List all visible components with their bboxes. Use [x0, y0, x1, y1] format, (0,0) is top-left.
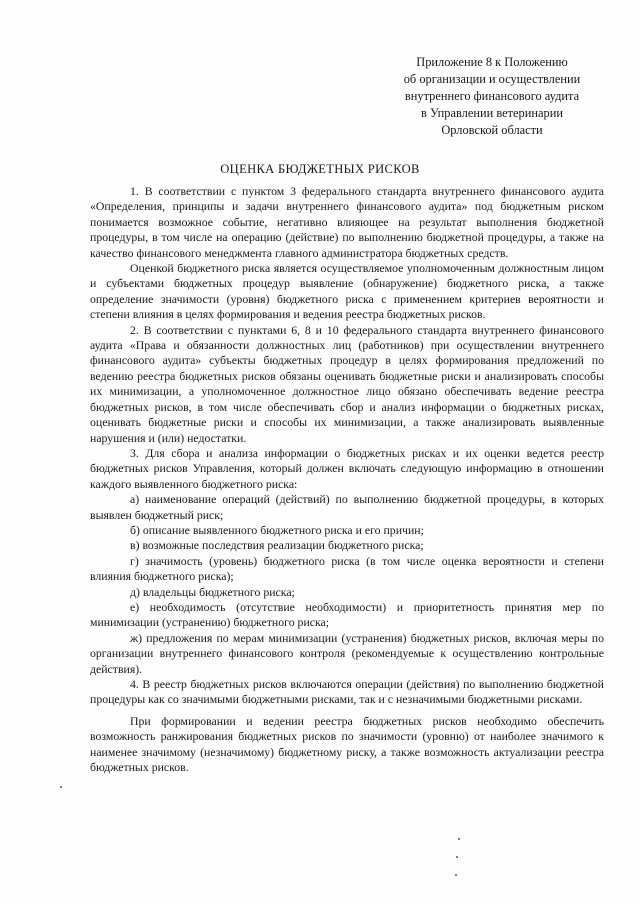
- paragraph: Оценкой бюджетного риска является осуществляемое уполномоченным должностным лицом и субъектами бюджетных процедур выявление (обнаружение) бюджетного риска, а также определение значимости (уровня) бюджетного риска с применением критериев вероятности и степени влияния в целях формирования и ведения реестра бюджетных рисков.: [90, 261, 604, 322]
- list-item: ж) предложения по мерам минимизации (устранения) бюджетных рисков, включая меры по организации внутреннего финансового контроля (рекомендуемые к осуществлению контрольные действия).: [90, 630, 604, 676]
- paragraph: 3. Для сбора и анализа информации о бюджетных рисках и их оценки ведется реестр бюджетных рисков Управления, который должен включать следующую информацию в отношении каждого выявленного бюджетного риска:: [90, 445, 604, 491]
- scan-artifact: [60, 786, 62, 788]
- scan-artifact: [455, 874, 457, 876]
- list-item: в) возможные последствия реализации бюджетного риска;: [130, 538, 424, 553]
- list-item: д) владельцы бюджетного риска;: [130, 584, 295, 599]
- appendix-line: Приложение 8 к Положению: [416, 55, 568, 69]
- paragraph: При формировании и ведении реестра бюджетных рисков необходимо обеспечить возможность ранжирования бюджетных рисков по значимости (уровню) от наиболее значимого к наименее значимому (незначимому) бюджетному риску, а также возможность актуализации реестра бюджетных рисков.: [90, 713, 604, 775]
- appendix-line: в Управлении ветеринарии: [421, 106, 563, 120]
- document-body: [90, 184, 604, 775]
- document-title: ОЦЕНКА БЮДЖЕТНЫХ РИСКОВ: [220, 162, 420, 176]
- list-item: б) описание выявленного бюджетного риска и его причин;: [130, 522, 424, 537]
- paragraph: 2. В соответствии с пунктами 6, 8 и 10 федерального стандарта внутреннего финансового аудита «Права и обязанности должностных лиц (работников) при осуществлении внутреннего финансового аудита» субъекты бюджетных процедур в целях формирования предложений по ведению реестра бюджетных рисков обязаны оценивать бюджетные риски и анализировать способы их минимизации, а уполномоченное должностное лицо обязано обеспечивать ведение реестра бюджетных рисков, в том числе обеспечивать сбор и анализ информации о бюджетных рисках, оценивать бюджетные риски и способы их минимизации, а также анализировать выявленные нарушения и (или) недостатки.: [90, 322, 604, 445]
- scan-artifact: [458, 838, 460, 840]
- appendix-line: об организации и осуществлении: [403, 72, 581, 86]
- appendix-line: Орловской области: [441, 123, 543, 137]
- scan-artifact: [456, 856, 458, 858]
- paragraph: 1. В соответствии с пунктом 3 федерального стандарта внутреннего финансового аудита «Определения, принципы и задачи внутреннего финансового аудита» под бюджетным риском понимается возможное событие, негативно влияющее на результат выполнения бюджетной процедуры, в том числе на операцию (действие) по выполнению бюджетной процедуры, а также на качество финансового менеджмента главного администратора бюджетных средств.: [90, 184, 604, 260]
- list-item: а) наименование операций (действий) по выполнению бюджетной процедуры, в которых выявлен бюджетный риск;: [90, 492, 604, 522]
- appendix-header: [392, 54, 592, 139]
- paragraph: 4. В реестр бюджетных рисков включаются операции (действия) по выполнению бюджетной процедуры как со значимыми бюджетными рисками, так и с незначимыми бюджетными рисками.: [90, 677, 604, 707]
- list-item: е) необходимость (отсутствие необходимости) и приоритетность принятия мер по минимизации (устранению) бюджетного риска;: [90, 599, 604, 630]
- appendix-line: внутреннего финансового аудита: [404, 89, 580, 103]
- list-item: г) значимость (уровень) бюджетного риска (в том числе оценка вероятности и степени влияния бюджетного риска);: [90, 553, 604, 584]
